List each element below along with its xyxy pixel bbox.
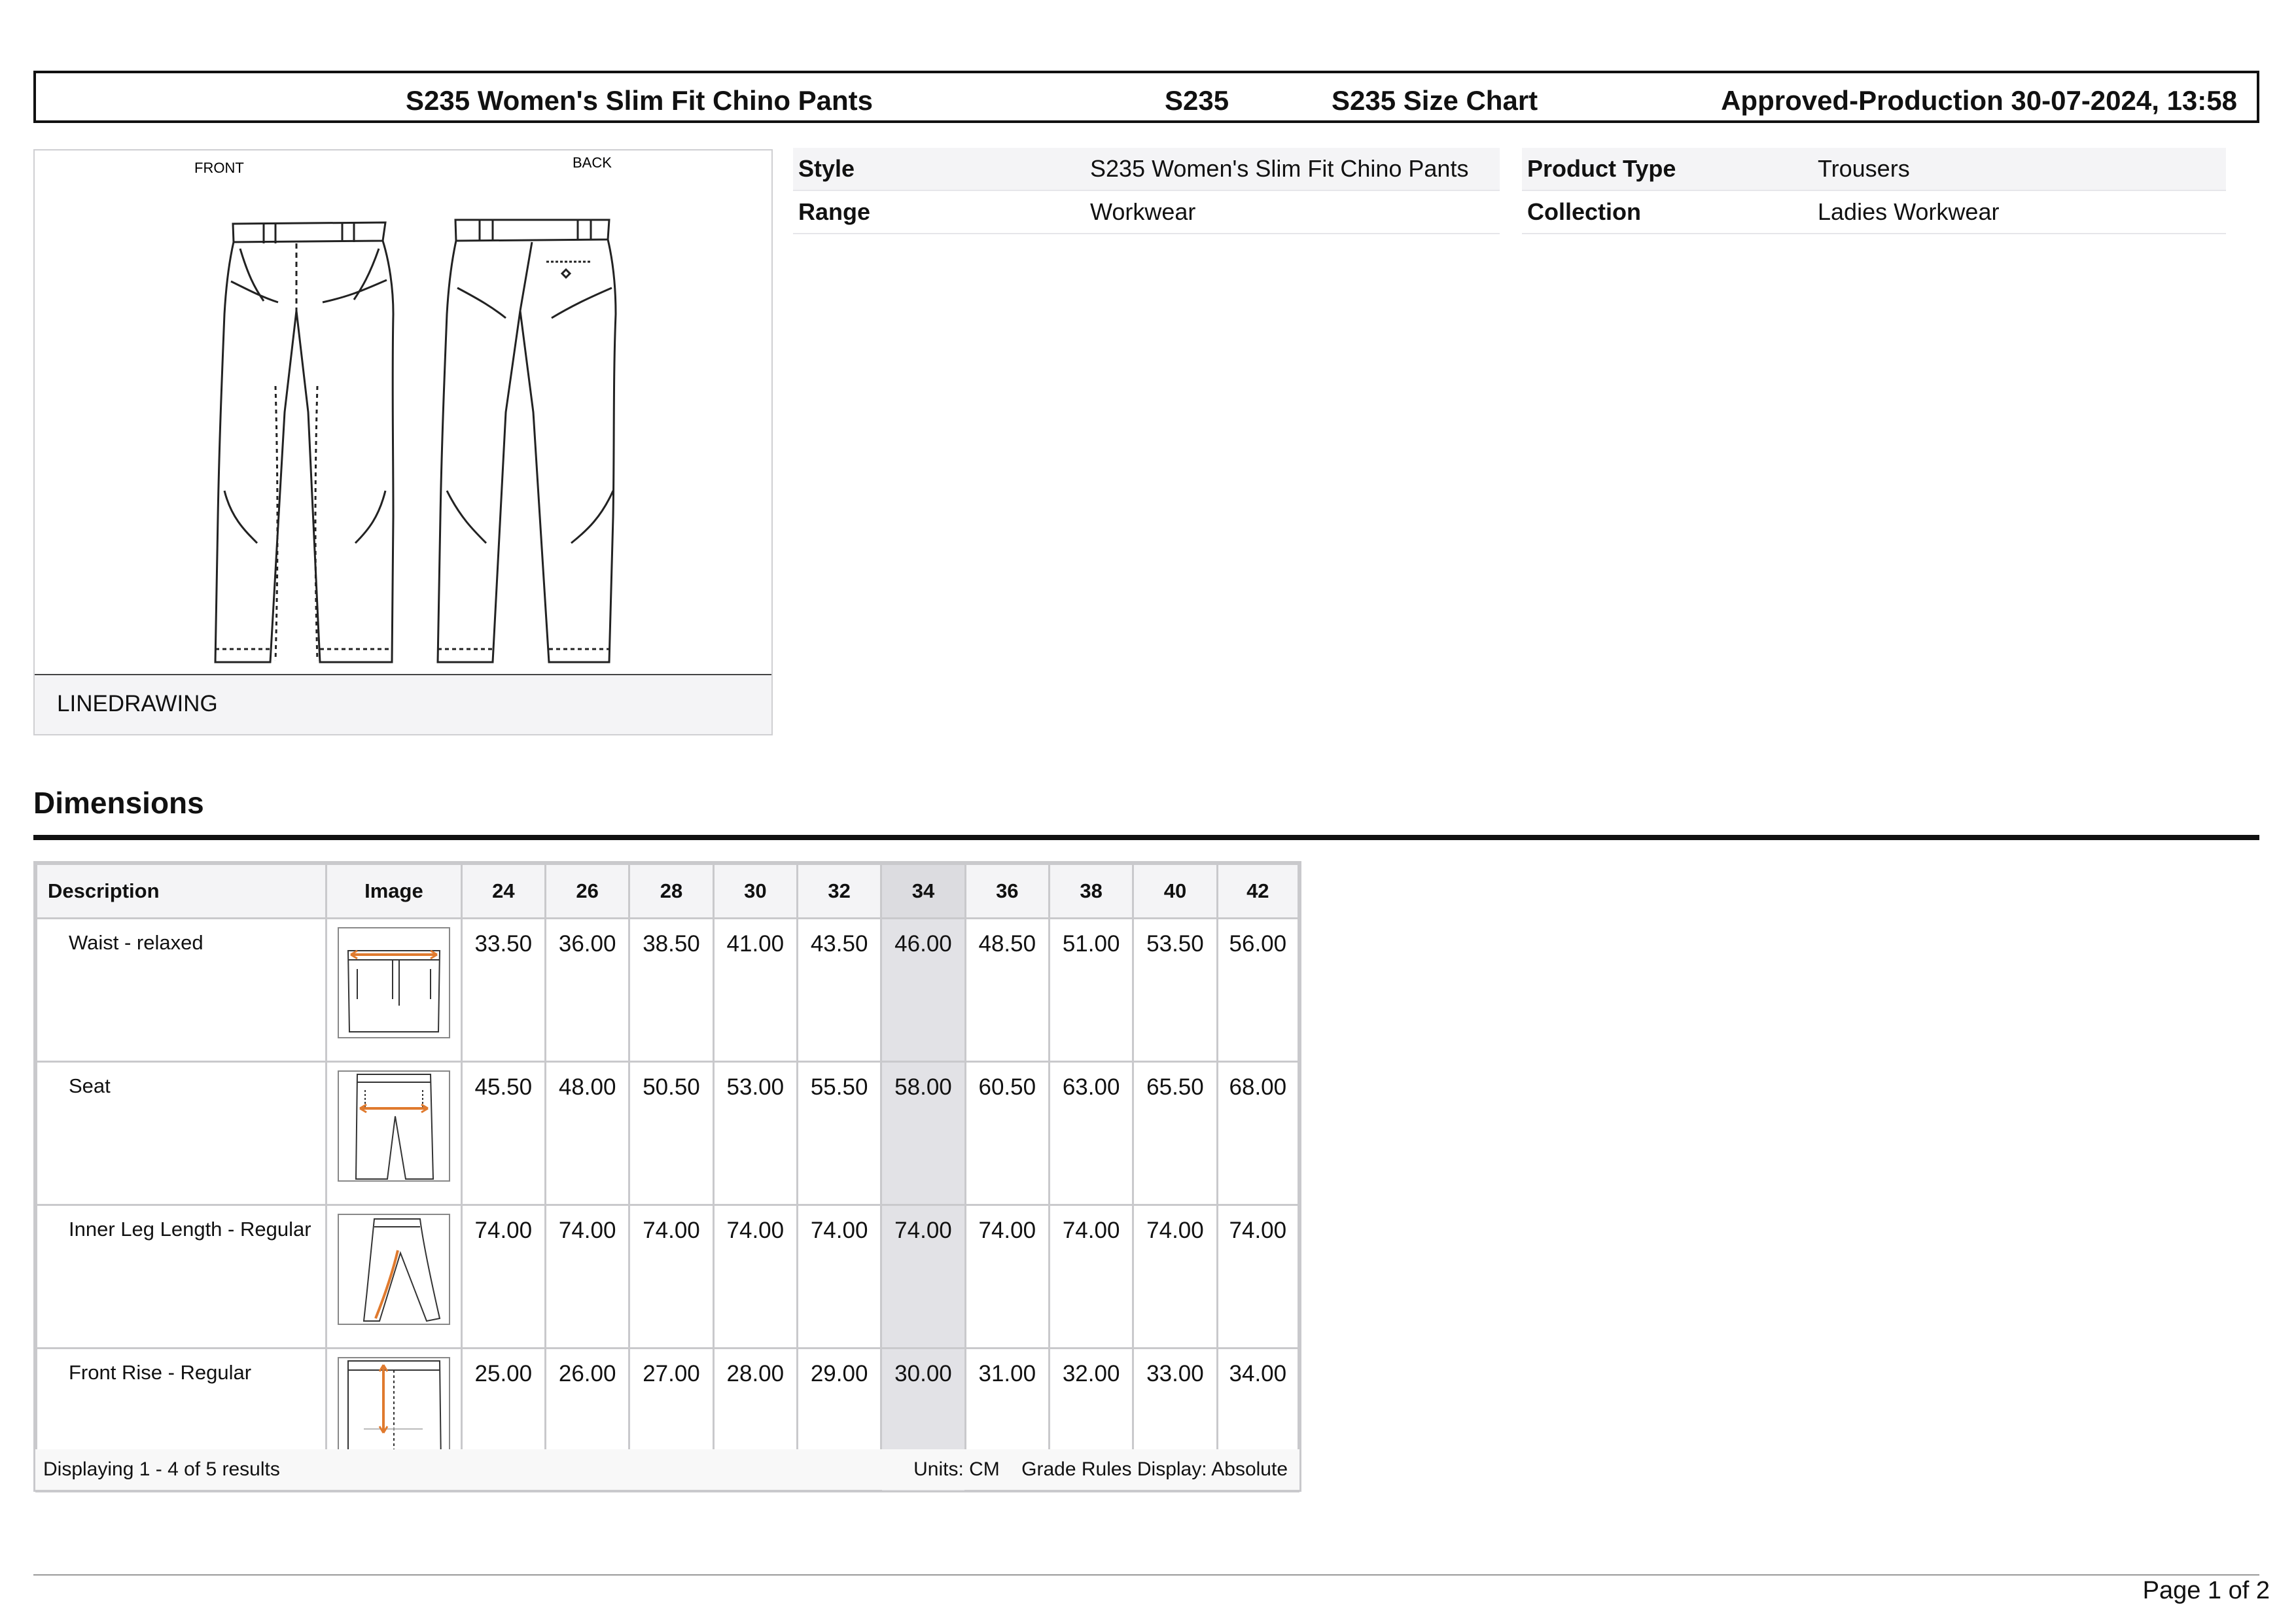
column-header-description: Description	[37, 864, 327, 919]
front-label: FRONT	[194, 160, 244, 176]
linedrawing-caption: LINEDRAWING	[57, 691, 218, 716]
size-value: 74.00	[965, 1205, 1049, 1349]
section-divider	[33, 835, 2259, 840]
size-value: 27.00	[629, 1349, 713, 1492]
size-header: 26	[546, 864, 629, 919]
size-value: 74.00	[1049, 1205, 1133, 1349]
size-value: 31.00	[965, 1349, 1049, 1492]
size-value: 74.00	[797, 1205, 881, 1349]
info-key: Product Type	[1522, 148, 1812, 190]
info-row	[793, 148, 1500, 190]
size-value: 68.00	[1217, 1062, 1298, 1205]
size-value: 38.50	[629, 919, 713, 1062]
info-key: Collection	[1522, 190, 1812, 234]
style-info-table	[793, 148, 1500, 234]
size-value: 55.50	[797, 1062, 881, 1205]
row-description: Waist - relaxed	[37, 919, 327, 1062]
pants-line-drawing	[35, 150, 771, 673]
size-value: 74.00	[1133, 1205, 1217, 1349]
approval-status: Approved-Production 30-07-2024, 13:58	[1721, 85, 2237, 116]
table-row	[37, 919, 1299, 1062]
size-header: 36	[965, 864, 1049, 919]
footer-divider	[33, 1574, 2259, 1576]
linedrawing-image	[35, 150, 771, 675]
size-value: 45.50	[461, 1062, 545, 1205]
table-row	[37, 1205, 1299, 1349]
style-code: S235	[1165, 85, 1229, 116]
row-description: Seat	[37, 1062, 327, 1205]
back-label: BACK	[573, 154, 612, 171]
column-header-image: Image	[327, 864, 462, 919]
waist-measure-icon	[338, 927, 450, 1038]
size-value: 53.00	[713, 1062, 797, 1205]
size-value: 25.00	[461, 1349, 545, 1492]
back-pants-drawing	[438, 220, 616, 662]
size-value: 51.00	[1049, 919, 1133, 1062]
info-row	[793, 190, 1500, 234]
size-value: 74.00	[881, 1205, 965, 1349]
results-count: Displaying 1 - 4 of 5 results	[43, 1458, 280, 1480]
size-value: 74.00	[546, 1205, 629, 1349]
size-value: 53.50	[1133, 919, 1217, 1062]
size-value: 26.00	[546, 1349, 629, 1492]
size-header: 30	[713, 864, 797, 919]
front-pants-drawing	[215, 222, 393, 662]
size-value: 33.50	[461, 919, 545, 1062]
page-number: Page 1 of 2	[2142, 1577, 2270, 1604]
size-value: 48.00	[546, 1062, 629, 1205]
size-value: 43.50	[797, 919, 881, 1062]
info-value: Workwear	[1085, 190, 1500, 234]
document-header	[33, 71, 2259, 123]
info-value: Trousers	[1812, 148, 2226, 190]
size-header: 28	[629, 864, 713, 919]
size-header: 40	[1133, 864, 1217, 919]
dimensions-table	[35, 863, 1299, 1492]
size-value: 74.00	[461, 1205, 545, 1349]
size-value: 30.00	[881, 1349, 965, 1492]
size-value: 58.00	[881, 1062, 965, 1205]
size-header: 42	[1217, 864, 1298, 919]
dimensions-table-panel	[33, 861, 1301, 1492]
size-value: 74.00	[629, 1205, 713, 1349]
size-value: 36.00	[546, 919, 629, 1062]
size-header: 32	[797, 864, 881, 919]
dimensions-title: Dimensions	[33, 786, 204, 820]
table-row	[37, 1062, 1299, 1205]
info-key: Style	[793, 148, 1085, 190]
document-title: S235 Size Chart	[1332, 85, 1538, 116]
row-image	[327, 1062, 462, 1205]
size-value: 56.00	[1217, 919, 1298, 1062]
style-name: S235 Women's Slim Fit Chino Pants	[406, 85, 874, 116]
row-description: Front Rise - Regular	[37, 1349, 327, 1492]
size-value: 48.50	[965, 919, 1049, 1062]
size-value: 74.00	[713, 1205, 797, 1349]
dimensions-header-row	[37, 864, 1299, 919]
size-value: 60.50	[965, 1062, 1049, 1205]
info-value: S235 Women's Slim Fit Chino Pants	[1085, 148, 1500, 190]
size-value: 63.00	[1049, 1062, 1133, 1205]
size-header: 24	[461, 864, 545, 919]
row-image	[327, 1205, 462, 1349]
size-header: 38	[1049, 864, 1133, 919]
row-description: Inner Leg Length - Regular	[37, 1205, 327, 1349]
size-value: 50.50	[629, 1062, 713, 1205]
dimensions-footer	[35, 1449, 1299, 1490]
inner-leg-measure-icon	[338, 1214, 450, 1325]
grade-rules-label: Grade Rules Display: Absolute	[1021, 1458, 1288, 1480]
size-value: 28.00	[713, 1349, 797, 1492]
size-value: 65.50	[1133, 1062, 1217, 1205]
seat-measure-icon	[338, 1070, 450, 1182]
product-info-table	[1522, 148, 2226, 234]
info-key: Range	[793, 190, 1085, 234]
size-value: 74.00	[1217, 1205, 1298, 1349]
size-value: 41.00	[713, 919, 797, 1062]
units-and-grade	[913, 1458, 1288, 1481]
size-header-highlighted: 34	[881, 864, 965, 919]
size-value: 32.00	[1049, 1349, 1133, 1492]
size-value: 34.00	[1217, 1349, 1298, 1492]
linedrawing-card	[33, 149, 773, 735]
info-row	[1522, 148, 2226, 190]
info-row	[1522, 190, 2226, 234]
size-value: 33.00	[1133, 1349, 1217, 1492]
units-label: Units: CM	[913, 1458, 1000, 1480]
size-value: 29.00	[797, 1349, 881, 1492]
info-value: Ladies Workwear	[1812, 190, 2226, 234]
size-value: 46.00	[881, 919, 965, 1062]
row-image	[327, 919, 462, 1062]
